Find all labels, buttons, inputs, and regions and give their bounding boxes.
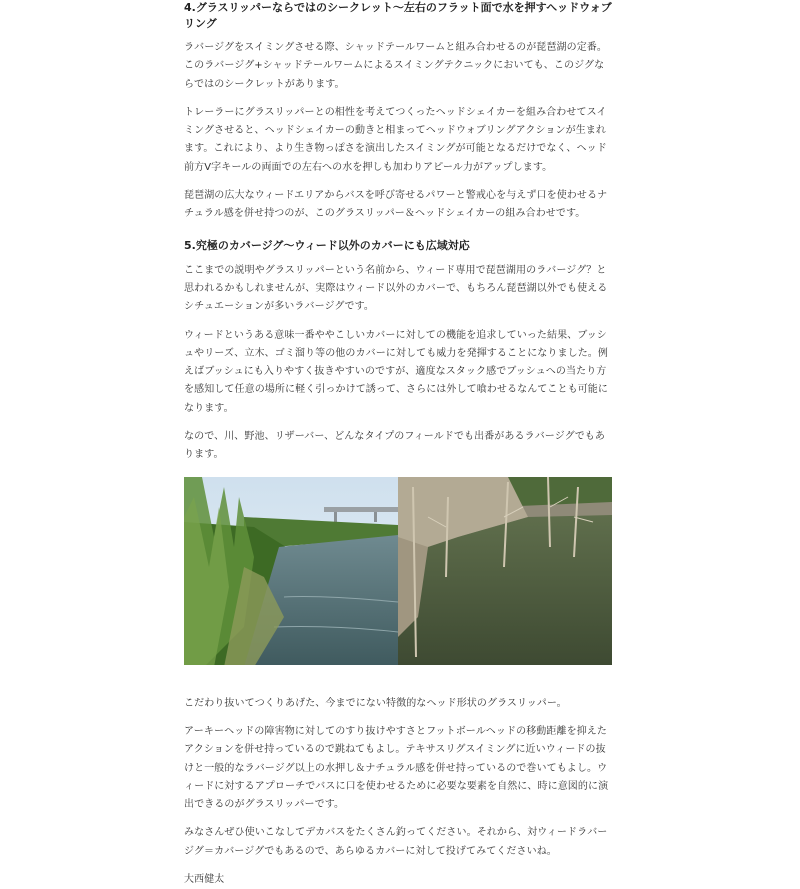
- section-4-heading: 4.グラスリッパーならではのシークレット〜左右のフラット面で水を押すヘッドウォブリング: [184, 1, 612, 30]
- closing-paragraph-2: アーキーヘッドの障害物に対してのすり抜けやすさとフットボールヘッドの移動距離を抑えたアクションを併せ持っているので跳ねてもよし。テキサスリグスイミングに近いウィードの抜けと一般的なラバージグ以上の水押し＆ナチュラル感を併せ持っているので巻いてもよし。ウィードに対するアプローチでバスに口を使わせるために必要な要素を自然に、時に意図的に演出できるのがグラスリッパーです。: [184, 725, 609, 811]
- section-5-paragraph-3: なので、川、野池、リザーバー、どんなタイプのフィールドでも出番があるラバージグでもあります。: [184, 431, 605, 461]
- closing-paragraph-3: みなさんぜひ使いこなしてデカバスをたくさん釣ってください。それから、対ウィードラバージグ＝カバージグでもあるので、あらゆるカバーに対して投げてみてくださいね。: [184, 827, 608, 857]
- section-5-paragraph-2: ウィードというある意味一番ややこしいカバーに対しての機能を追求していった結果、ブッシュやリーズ、立木、ゴミ溜り等の他のカバーに対しても威力を発揮することになりました。例えばブッシュにも入りやすく抜きやすいのですが、適度なスタック感でブッシュへの当たり方を感知して任意の場所に軽く引っかけて誘って、さらには外して喰わせるなんてことも可能になります。: [184, 329, 608, 414]
- author-name: 大西健太: [184, 874, 225, 886]
- closing-paragraph-1: こだわり抜いてつくりあげた、今までにない特徴的なヘッド形状のグラスリッパー。: [184, 697, 567, 709]
- river-photo: [184, 477, 398, 665]
- section-4-paragraph-2: トレーラーにグラスリッパーとの相性を考えてつくったヘッドシェイカーを組み合わせてスイミングさせると、ヘッドシェイカーの動きと相まってヘッドウォブリングアクションが生まれます。これにより、より生き物っぽさを演出したスイミングが可能となるだけでなく、ヘッド前方V字キールの両面での左右への水を押しも加わりアピール力がアップします。: [184, 106, 607, 173]
- section-4-paragraph-3: 琵琶湖の広大なウィードエリアからバスを呼び寄せるパワーと警戒心を与えず口を使わせるナチュラル感を併せ持つのが、このグラスリッパー＆ヘッドシェイカーの組み合わせです。: [184, 190, 608, 220]
- photo-row: [184, 477, 612, 665]
- reservoir-photo: [398, 477, 612, 665]
- section-5-heading: 5.究極のカバージグ〜ウィード以外のカバーにも広域対応: [184, 238, 470, 252]
- section-5-paragraph-1: ここまでの説明やグラスリッパーという名前から、ウィード専用で琵琶湖用のラバージグ？と思われるかもしれませんが、実際はウィード以外のカバーで、もちろん琵琶湖以外でも使えるシチュエーションが多いラバージグです。: [184, 264, 608, 313]
- article-body: [184, 0, 614, 889]
- section-4-paragraph-1: ラバージグをスイミングさせる際、シャッドテールワームと組み合わせるのが琵琶湖の定番。このラバージグ+シャッドテールワームによるスイミングテクニックにおいても、このジグならではのシークレットがあります。: [184, 42, 607, 90]
